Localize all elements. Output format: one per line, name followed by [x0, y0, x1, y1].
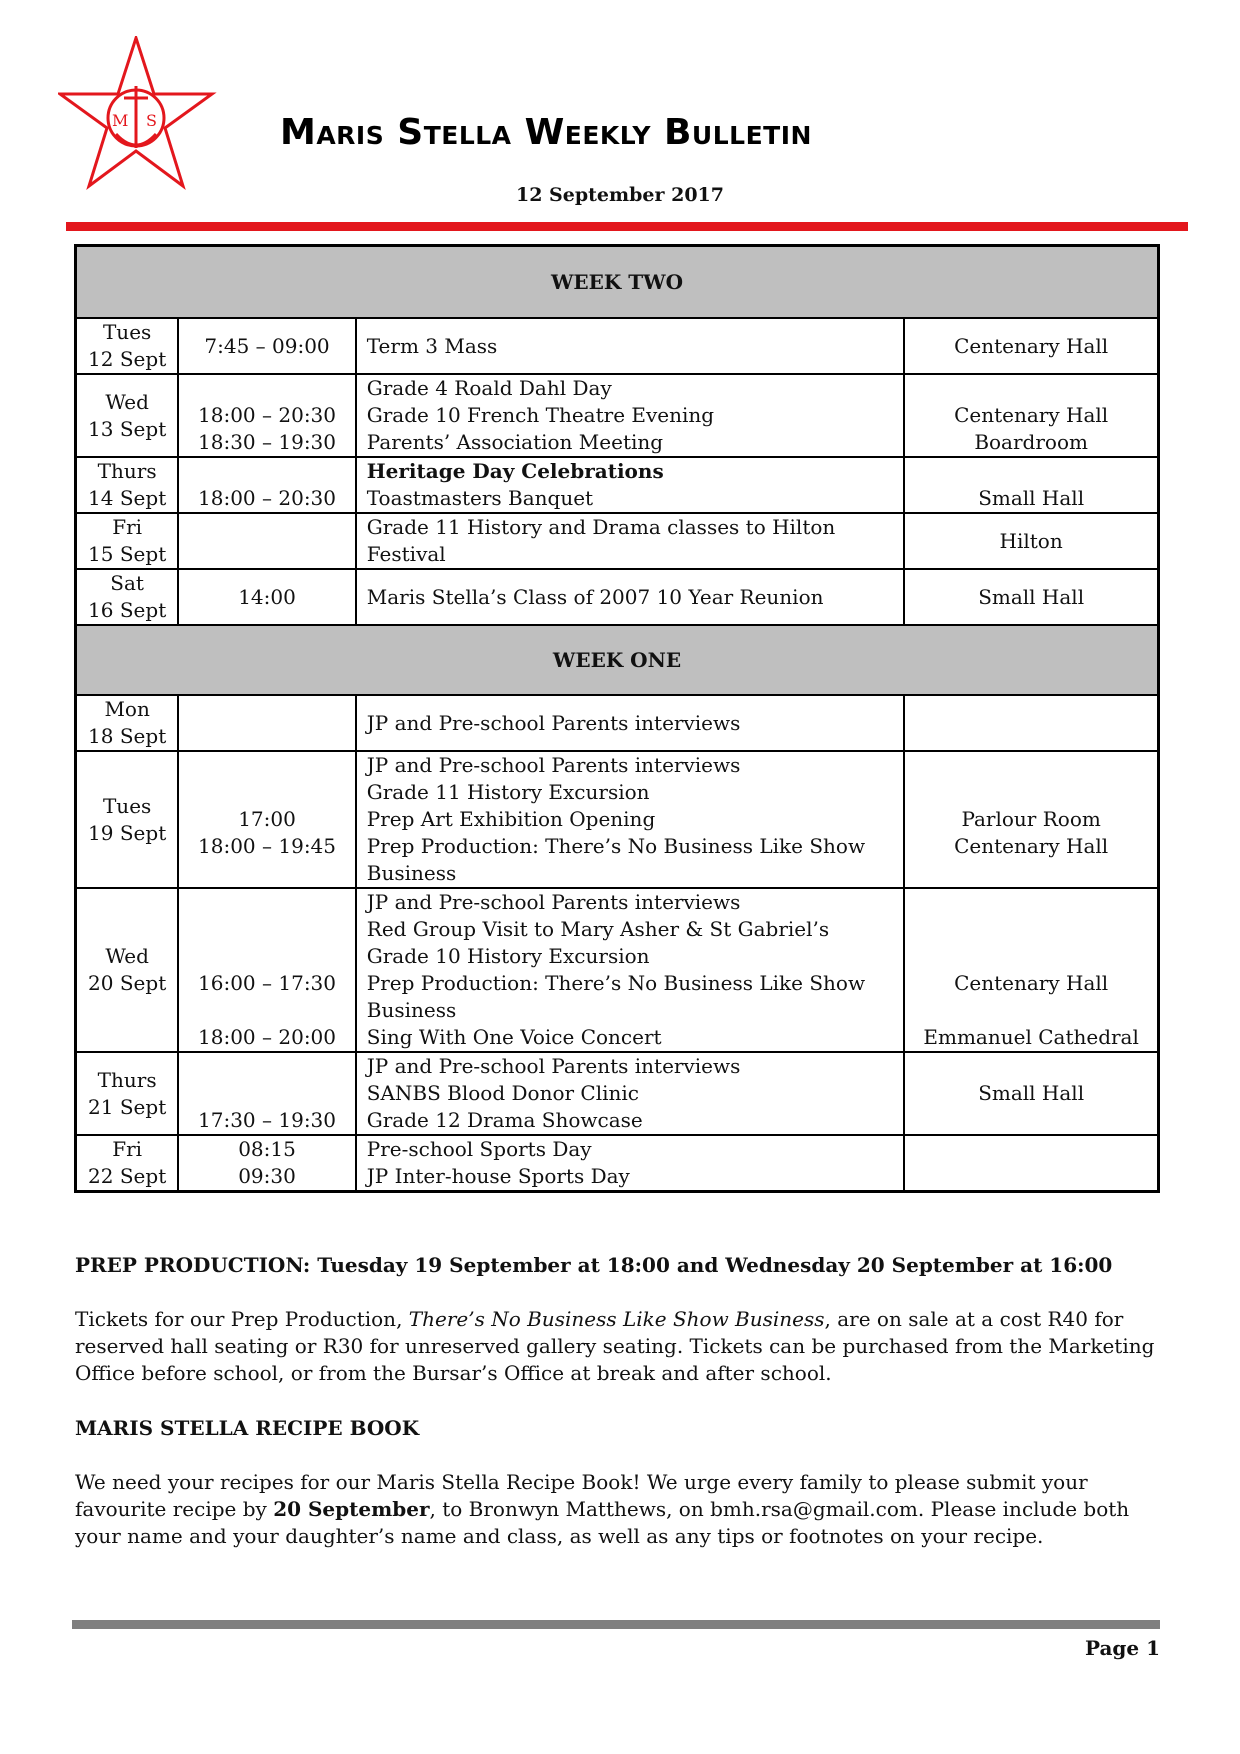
event-line: Heritage Day Celebrations: [366, 459, 664, 483]
prep-production-section: [75, 1252, 1165, 1387]
event-line: Red Group Visit to Mary Asher & St Gabriel’s: [366, 917, 830, 941]
event-line: Grade 4 Roald Dahl Day: [366, 376, 612, 400]
venue-cell: [904, 318, 1158, 374]
venue-line: Centenary Hall: [954, 333, 1109, 358]
event-line: Prep Art Exhibition Opening: [366, 807, 656, 831]
venue-line: [915, 943, 1147, 970]
recipe-book-section: [75, 1415, 1165, 1550]
day-line: Thurs: [97, 459, 157, 483]
time-line: [189, 375, 344, 402]
time-cell: [178, 374, 355, 457]
time-line: [189, 916, 344, 943]
day-line: 12 Sept: [88, 347, 167, 371]
day-line: Sat: [110, 571, 144, 595]
time-cell: [178, 318, 355, 374]
venue-line: Hilton: [999, 528, 1063, 553]
event-line: Prep Production: There’s No Business Like Show: [366, 971, 866, 995]
events-cell: [356, 569, 905, 625]
recipe-text-2: , to Bronwyn Matthews, on bmh.rsa@gmail.com. Please include both your name and your daughter’s name and class, as well as any tips or footnotes on your recipe.: [75, 1497, 1130, 1548]
venue-line: Small Hall: [978, 1081, 1085, 1105]
event-line: Prep Production: There’s No Business Like Show: [366, 834, 866, 858]
event-line: Grade 10 History Excursion: [366, 944, 650, 968]
events-cell: [356, 888, 905, 1052]
time-line: 16:00 – 17:30: [198, 971, 337, 995]
venue-line: [915, 1053, 1147, 1080]
time-line: [189, 528, 344, 555]
day-line: 18 Sept: [88, 724, 167, 748]
recipe-text-1: We need your recipes for our Maris Stella Recipe Book! We urge every family to please submit your favourite recipe by: [75, 1470, 1088, 1521]
event-line: Maris Stella’s Class of 2007 10 Year Reunion: [366, 584, 824, 609]
time-line: 18:00 – 20:00: [198, 1025, 337, 1049]
day-cell: [76, 569, 179, 625]
venue-cell: [904, 1052, 1158, 1135]
time-line: [189, 1053, 344, 1080]
day-line: 15 Sept: [88, 542, 167, 566]
events-cell: [356, 513, 905, 569]
venue-line: Parlour Room: [961, 807, 1101, 831]
day-cell: [76, 318, 179, 374]
day-line: 19 Sept: [88, 820, 167, 845]
day-line: 22 Sept: [88, 1164, 167, 1188]
events-cell: [356, 695, 905, 751]
venue-line: Centenary Hall: [954, 834, 1109, 858]
event-line: Business: [366, 861, 457, 885]
prep-show-title: There’s No Business Like Show Business: [408, 1307, 825, 1331]
events-cell: [356, 1135, 905, 1192]
venue-cell: [904, 1135, 1158, 1192]
event-line: Grade 12 Drama Showcase: [366, 1108, 643, 1132]
events-cell: [356, 1052, 905, 1135]
day-cell: [76, 1052, 179, 1135]
time-line: 17:30 – 19:30: [198, 1108, 337, 1132]
events-cell: [356, 751, 905, 888]
time-line: 18:00 – 20:30: [198, 486, 337, 510]
time-line: [189, 779, 344, 806]
day-line: Mon: [104, 697, 150, 721]
prep-production-paragraph: [75, 1306, 1165, 1387]
time-line: 14:00: [238, 584, 296, 609]
day-line: 21 Sept: [88, 1094, 167, 1119]
schedule-row: [76, 569, 1159, 625]
events-cell: [356, 457, 905, 513]
day-line: 16 Sept: [88, 598, 167, 622]
day-line: Tues: [102, 320, 152, 344]
day-line: Tues: [102, 793, 152, 818]
venue-line: Boardroom: [974, 430, 1088, 454]
bulletin-date: 12 September 2017: [516, 184, 724, 206]
prep-text-1: Tickets for our Prep Production,: [75, 1307, 409, 1331]
day-line: 13 Sept: [88, 416, 167, 441]
day-cell: [76, 695, 179, 751]
event-line: JP and Pre-school Parents interviews: [366, 890, 741, 914]
footer-divider: [72, 1620, 1160, 1629]
schedule-row: [76, 695, 1159, 751]
event-line: Business: [366, 998, 457, 1022]
event-line: JP and Pre-school Parents interviews: [366, 753, 741, 777]
venue-line: Centenary Hall: [954, 971, 1109, 995]
time-line: [189, 752, 344, 779]
venue-line: [915, 889, 1147, 916]
time-line: 09:30: [238, 1164, 296, 1188]
schedule-row: [76, 751, 1159, 888]
time-cell: [178, 513, 355, 569]
time-line: 18:00 – 20:30: [198, 403, 337, 427]
time-cell: [178, 457, 355, 513]
event-line: JP and Pre-school Parents interviews: [366, 710, 741, 735]
venue-line: [915, 860, 1147, 887]
recipe-book-paragraph: [75, 1469, 1165, 1550]
event-line: Grade 10 French Theatre Evening: [366, 403, 715, 427]
venue-cell: [904, 888, 1158, 1052]
venue-line: [915, 1107, 1147, 1134]
bulletin-title: Maris Stella Weekly Bulletin: [280, 112, 812, 153]
event-line: Parents’ Association Meeting: [366, 430, 664, 454]
time-cell: [178, 1135, 355, 1192]
events-cell: [356, 374, 905, 457]
schedule-row: [76, 457, 1159, 513]
day-line: Wed: [105, 389, 149, 414]
day-cell: [76, 1135, 179, 1192]
venue-cell: [904, 695, 1158, 751]
time-line: 17:00: [238, 807, 296, 831]
venue-line: [915, 458, 1147, 485]
event-line: Term 3 Mass: [366, 333, 498, 358]
venue-cell: [904, 513, 1158, 569]
time-line: [189, 889, 344, 916]
time-cell: [178, 695, 355, 751]
venue-line: Centenary Hall: [954, 403, 1109, 427]
venue-line: [915, 1163, 1147, 1190]
week-header-row: [76, 246, 1159, 319]
day-cell: [76, 888, 179, 1052]
recipe-deadline: 20 September: [273, 1497, 430, 1521]
day-cell: [76, 751, 179, 888]
page-number: Page 1: [1084, 1636, 1160, 1660]
event-line: Pre-school Sports Day: [366, 1137, 592, 1161]
recipe-book-heading: MARIS STELLA RECIPE BOOK: [75, 1416, 420, 1440]
schedule-row: [76, 1052, 1159, 1135]
day-line: 20 Sept: [88, 971, 167, 995]
schedule-row: [76, 1135, 1159, 1192]
event-line: JP and Pre-school Parents interviews: [366, 1054, 741, 1078]
event-line: Toastmasters Banquet: [366, 486, 594, 510]
venue-cell: [904, 374, 1158, 457]
day-line: Fri: [112, 1137, 143, 1161]
time-line: 18:00 – 19:45: [198, 834, 337, 858]
schedule-row: [76, 318, 1159, 374]
week-header-label: WEEK ONE: [76, 625, 1159, 695]
prep-text-2: , are on sale at a cost R40 for reserved hall seating or R30 for unreserved gallery seating. Tickets can be purchased from the Marketing Office before school, or from the Bursar’s Office at break and after school.: [75, 1307, 1155, 1385]
event-line: Grade 11 History and Drama classes to Hilton Festival: [366, 515, 836, 566]
venue-line: [915, 1136, 1147, 1163]
venue-line: [915, 752, 1147, 779]
schedule-row: [76, 513, 1159, 569]
venue-cell: [904, 751, 1158, 888]
time-line: [189, 710, 344, 737]
time-line: 08:15: [238, 1137, 296, 1161]
school-crest-logo: [58, 36, 218, 192]
time-cell: [178, 888, 355, 1052]
schedule-row: [76, 888, 1159, 1052]
event-line: Sing With One Voice Concert: [366, 1025, 662, 1049]
day-cell: [76, 513, 179, 569]
time-line: [189, 997, 344, 1024]
time-cell: [178, 751, 355, 888]
venue-line: [915, 710, 1147, 737]
prep-production-heading: PREP PRODUCTION: Tuesday 19 September at 18:00 and Wednesday 20 September at 16:00: [75, 1253, 1113, 1277]
logo-letter-m: M: [112, 111, 129, 130]
schedule-row: [76, 374, 1159, 457]
event-line: JP Inter-house Sports Day: [366, 1164, 630, 1188]
venue-line: Small Hall: [978, 486, 1085, 510]
event-line: Grade 11 History Excursion: [366, 780, 650, 804]
events-schedule-table: [74, 244, 1160, 1193]
day-line: Thurs: [97, 1067, 157, 1092]
time-line: 7:45 – 09:00: [204, 333, 330, 358]
time-cell: [178, 569, 355, 625]
venue-line: Emmanuel Cathedral: [923, 1025, 1139, 1049]
venue-line: [915, 997, 1147, 1024]
venue-cell: [904, 569, 1158, 625]
time-cell: [178, 1052, 355, 1135]
week-header-row: [76, 625, 1159, 695]
day-line: Wed: [105, 944, 149, 968]
venue-line: [915, 375, 1147, 402]
time-line: [189, 458, 344, 485]
venue-line: Small Hall: [978, 584, 1085, 609]
events-cell: [356, 318, 905, 374]
day-cell: [76, 457, 179, 513]
week-header-label: WEEK TWO: [76, 246, 1159, 319]
day-line: 14 Sept: [88, 486, 167, 510]
day-line: Fri: [112, 515, 143, 539]
venue-cell: [904, 457, 1158, 513]
time-line: [189, 943, 344, 970]
venue-line: [915, 779, 1147, 806]
header-divider: [66, 222, 1188, 231]
time-line: 18:30 – 19:30: [198, 430, 337, 454]
time-line: [189, 860, 344, 887]
time-line: [189, 1080, 344, 1107]
event-line: SANBS Blood Donor Clinic: [366, 1081, 639, 1105]
day-cell: [76, 374, 179, 457]
venue-line: [915, 916, 1147, 943]
logo-letter-s: S: [146, 111, 157, 130]
